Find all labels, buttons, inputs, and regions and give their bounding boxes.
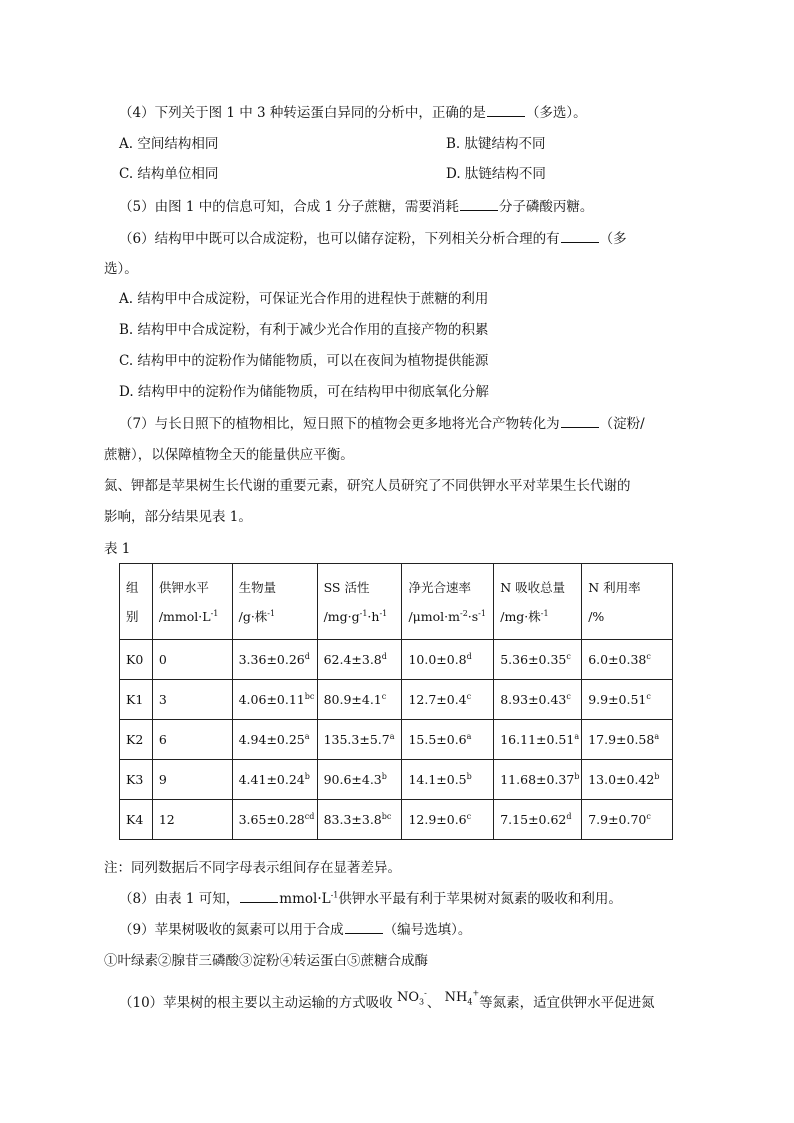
table-header-row xyxy=(120,564,673,640)
cell-value: 11.68±0.37$^b$ xyxy=(494,760,582,800)
cell-value: 4.94±0.25$^a$ xyxy=(232,720,317,760)
cell-value: 135.3±5.7$^a$ xyxy=(317,720,402,760)
table-row xyxy=(120,680,673,720)
significance-letter: d xyxy=(466,651,472,661)
intro-line-1: 氮、钾都是苹果树生长代谢的重要元素，研究人员研究了不同供钾水平对苹果生长代谢的 xyxy=(104,478,631,494)
col-header-ss-activity: SS 活性 $/mg\cdot g^{-1}\cdot h^{-1}$ xyxy=(317,564,402,640)
table-row xyxy=(120,640,673,680)
cell-value: 7.9±0.70$^c$ xyxy=(582,800,673,840)
significance-letter: d xyxy=(566,811,572,821)
significance-letter: d xyxy=(381,651,387,661)
col-header-potassium-level: 供钾水平 $/mmol\cdot L^{-1}$ xyxy=(152,564,232,640)
q10-stem: （10）苹果树的根主要以主动运输的方式吸收 $NO_3^-$、 $NH_4^+$等氮素，适宜供钾水平促进氮 xyxy=(119,988,655,1011)
significance-letter: c xyxy=(646,651,651,661)
table-row xyxy=(120,800,673,840)
table-row xyxy=(120,760,673,800)
cell-value: 10.0±0.8$^d$ xyxy=(402,640,494,680)
cell-value: 83.3±3.8$^{bc}$ xyxy=(317,800,402,840)
cell-potassium-level: 12 xyxy=(152,800,232,840)
cell-value: 13.0±0.42$^b$ xyxy=(582,760,673,800)
cell-potassium-level: 6 xyxy=(152,720,232,760)
q5-answer-blank[interactable] xyxy=(460,198,498,211)
cell-potassium-level: 0 xyxy=(152,640,232,680)
q8-stem: （8）由表 1 可知， $mmol\cdot L^{-1}$供钾水平最有利于苹果树对氮素的吸收和利用。 xyxy=(119,890,622,907)
q6-option-d: D. 结构甲中的淀粉作为储能物质，可在结构甲中彻底氧化分解 xyxy=(119,384,489,400)
col-header-net-photosynthesis: 净光合速率 $/\mu mol\cdot m^{-2}\cdot s^{-1}$ xyxy=(402,564,494,640)
significance-letter: a xyxy=(654,731,660,741)
cell-group: K4 xyxy=(120,800,153,840)
nitrate-ion: $NO_3^-$ xyxy=(396,988,427,1007)
ammonium-ion: $NH_4^+$ xyxy=(444,988,480,1007)
q6-option-c: C. 结构甲中的淀粉作为储能物质，可以在夜间为植物提供能源 xyxy=(119,353,489,369)
col-header-group: 组 别 xyxy=(120,564,153,640)
significance-letter: c xyxy=(381,691,387,701)
table-note: 注：同列数据后不同字母表示组间存在显著差异。 xyxy=(104,860,401,876)
q9-stem: （9）苹果树吸收的氮素可以用于合成 （编号选填）。 xyxy=(119,922,472,938)
significance-letter: c xyxy=(646,811,651,821)
q4-option-c: C. 结构单位相同 xyxy=(119,166,219,182)
table-caption: 表 1 xyxy=(104,541,131,557)
cell-value: 3.65±0.28$^{cd}$ xyxy=(232,800,317,840)
table-body xyxy=(120,640,673,840)
q6-option-a: A. 结构甲中合成淀粉，可保证光合作用的进程快于蔗糖的利用 xyxy=(119,291,489,307)
q4-option-b: B. 肽键结构不同 xyxy=(446,136,546,152)
q9-choices: ①叶绿素②腺苷三磷酸③淀粉④转运蛋白⑤蔗糖合成酶 xyxy=(104,953,428,969)
significance-letter: c xyxy=(566,691,571,701)
cell-potassium-level: 3 xyxy=(152,680,232,720)
significance-letter: bc xyxy=(381,811,392,821)
q7-stem: （7）与长日照下的植物相比，短日照下的植物会更多地将光合产物转化为 （淀粉/ xyxy=(119,416,645,432)
cell-value: 4.06±0.11$^{bc}$ xyxy=(232,680,317,720)
q8-answer-blank[interactable] xyxy=(240,890,278,903)
q7-answer-blank[interactable] xyxy=(561,415,599,428)
cell-group: K1 xyxy=(120,680,153,720)
cell-value: 9.9±0.51$^c$ xyxy=(582,680,673,720)
cell-value: 6.0±0.38$^c$ xyxy=(582,640,673,680)
q4-answer-blank[interactable] xyxy=(487,104,525,117)
q9-answer-blank[interactable] xyxy=(345,921,383,934)
significance-letter: c xyxy=(566,651,571,661)
q6-stem-cont: 选）。 xyxy=(104,261,138,277)
cell-value: 90.6±4.3$^b$ xyxy=(317,760,402,800)
significance-letter: a xyxy=(574,731,580,741)
cell-value: 12.9±0.6$^c$ xyxy=(402,800,494,840)
significance-letter: c xyxy=(466,811,472,821)
col-header-n-uptake: N 吸收总量 /mg·株$^{-1}$ xyxy=(494,564,582,640)
significance-letter: c xyxy=(646,691,651,701)
cell-potassium-level: 9 xyxy=(152,760,232,800)
cell-value: 62.4±3.8$^d$ xyxy=(317,640,402,680)
cell-group: K3 xyxy=(120,760,153,800)
significance-letter: a xyxy=(304,731,310,741)
q6-option-b: B. 结构甲中合成淀粉，有利于减少光合作用的直接产物的积累 xyxy=(119,322,489,338)
q6-stem: （6）结构甲中既可以合成淀粉，也可以储存淀粉，下列相关分析合理的有 （多 xyxy=(119,231,627,247)
significance-letter: a xyxy=(389,731,395,741)
q4-stem: （4）下列关于图 1 中 3 种转运蛋白异同的分析中，正确的是 （多选）。 xyxy=(119,105,587,121)
significance-letter: b xyxy=(654,771,660,781)
significance-letter: d xyxy=(304,651,310,661)
table-row xyxy=(120,720,673,760)
col-header-biomass: 生物量 /g·株$^{-1}$ xyxy=(232,564,317,640)
significance-letter: b xyxy=(466,771,472,781)
cell-value: 12.7±0.4$^c$ xyxy=(402,680,494,720)
cell-value: 7.15±0.62$^d$ xyxy=(494,800,582,840)
significance-letter: b xyxy=(381,771,387,781)
cell-value: 14.1±0.5$^b$ xyxy=(402,760,494,800)
q4-option-d: D. 肽链结构不同 xyxy=(446,166,546,182)
significance-letter: cd xyxy=(304,811,315,821)
intro-line-2: 影响，部分结果见表 1。 xyxy=(104,509,252,525)
q7-stem-cont: 蔗糖），以保障植物全天的能量供应平衡。 xyxy=(104,447,354,463)
cell-value: 8.93±0.43$^c$ xyxy=(494,680,582,720)
cell-value: 80.9±4.1$^c$ xyxy=(317,680,402,720)
cell-group: K2 xyxy=(120,720,153,760)
significance-letter: b xyxy=(574,771,580,781)
col-header-n-utilization: N 利用率 /% xyxy=(582,564,673,640)
cell-value: 4.41±0.24$^b$ xyxy=(232,760,317,800)
cell-value: 5.36±0.35$^c$ xyxy=(494,640,582,680)
q6-answer-blank[interactable] xyxy=(561,230,599,243)
q4-option-a: A. 空间结构相同 xyxy=(119,136,219,152)
cell-value: 15.5±0.6$^a$ xyxy=(402,720,494,760)
significance-letter: c xyxy=(466,691,472,701)
results-table xyxy=(119,563,673,840)
cell-group: K0 xyxy=(120,640,153,680)
significance-letter: b xyxy=(304,771,310,781)
cell-value: 17.9±0.58$^a$ xyxy=(582,720,673,760)
cell-value: 16.11±0.51$^a$ xyxy=(494,720,582,760)
significance-letter: a xyxy=(466,731,472,741)
q5-stem: （5）由图 1 中的信息可知，合成 1 分子蔗糖，需要消耗 分子磷酸丙糖。 xyxy=(119,199,594,215)
significance-letter: bc xyxy=(304,691,315,701)
cell-value: 3.36±0.26$^d$ xyxy=(232,640,317,680)
